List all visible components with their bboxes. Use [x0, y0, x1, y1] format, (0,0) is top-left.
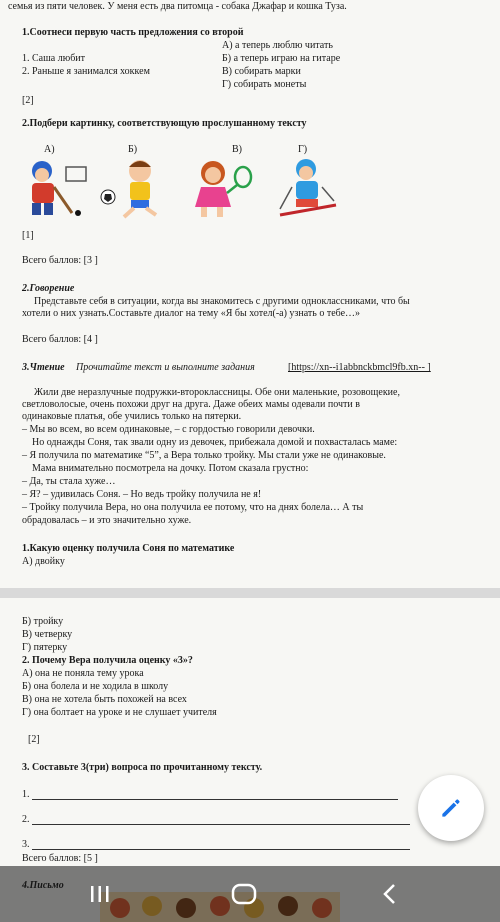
story-line-2: светловолосые, очень похожи друг на друга. Даже обеих мамы одевали почти в — [22, 399, 360, 410]
answer-line-3-label: 3. — [22, 839, 30, 850]
answer-line-2-label: 2. — [22, 814, 30, 825]
story-line-4: – Мы во всем, во всем одинаковые, – с гордостью говорили девочки. — [22, 424, 315, 435]
q1-option-g: Г) пятерку — [22, 642, 68, 653]
story-line-1: Жили две неразлучные подружки-второклассницы. Обе они маленькие, розовощекие, — [34, 387, 400, 398]
edit-fab-button[interactable] — [418, 775, 484, 841]
story-line-11: обрадовалась – и это значительно хуже. — [22, 515, 192, 526]
q2-score: [2] — [28, 734, 40, 745]
reading-question-2: 2. Почему Вера получила оценку «3»? — [22, 655, 193, 666]
intro-line: семья из пяти человек. У меня есть два питомца - собака Джафар и кошка Туза. — [8, 1, 347, 12]
reading-question-1: 1.Какую оценку получила Соня по математике — [22, 543, 235, 554]
football-player-picture — [98, 157, 168, 221]
task1-item-1: 1. Саша любит — [22, 53, 86, 64]
skier-picture — [272, 157, 342, 221]
answer-line-2[interactable] — [32, 824, 410, 825]
tennis-girl-picture — [185, 157, 255, 221]
answer-line-3[interactable] — [32, 849, 410, 850]
task1-option-g: Г) собирать монеты — [222, 79, 307, 90]
task2-label-g: Г) — [298, 144, 308, 155]
total-score-1: Всего баллов: [3 ] — [22, 255, 98, 266]
task1-option-a: А) а теперь люблю читать — [222, 40, 333, 51]
q2-option-g: Г) она болтает на уроке и не слушает учителя — [22, 707, 217, 718]
q1-option-b: Б) тройку — [22, 616, 64, 627]
reading-instruction: Прочитайте текст и выполните задания — [76, 362, 255, 373]
home-icon — [231, 883, 257, 905]
task2-title: 2.Подбери картинку, соответствующую прослушанному тексту — [22, 118, 307, 129]
task1-score: [2] — [22, 95, 34, 106]
pencil-icon — [438, 795, 464, 821]
answer-line-1[interactable] — [32, 799, 398, 800]
story-line-3: одинаковые платья, обе учились только на пятерки. — [22, 411, 242, 422]
total-score-2: Всего баллов: [5 ] — [22, 853, 98, 864]
hockey-player-picture — [20, 157, 90, 221]
back-icon — [382, 883, 398, 905]
reading-question-3: 3. Составьте 3(три) вопроса по прочитанному тексту. — [22, 762, 263, 773]
home-button[interactable] — [214, 866, 274, 922]
task2-label-v: В) — [232, 144, 242, 155]
story-line-8: – Да, ты стала хуже… — [22, 476, 116, 487]
task2-score: [1] — [22, 230, 34, 241]
answer-line-1-label: 1. — [22, 789, 30, 800]
task2-label-a: А) — [44, 144, 55, 155]
task1-option-b: Б) а теперь играю на гитаре — [222, 53, 341, 64]
recent-apps-button[interactable] — [70, 866, 130, 922]
task2-label-b: Б) — [128, 144, 138, 155]
recent-apps-icon — [89, 884, 111, 904]
story-line-10: – Тройку получила Вера, но она получила ее потому, что на днях болела… А ты — [22, 502, 364, 513]
navigation-bar — [0, 866, 500, 922]
speaking-text-line-2: хотели о них узнать.Составьте диалог на тему «Я бы хотел(-а) узнать о тебе…» — [22, 308, 361, 319]
speaking-text-line-1: Представьте себя в ситуации, когда вы знакомитесь с другими одноклассниками, что бы — [34, 296, 410, 307]
speaking-total: Всего баллов: [4 ] — [22, 334, 98, 345]
story-line-7: Мама внимательно посмотрела на дочку. Потом сказала грустно: — [32, 463, 309, 474]
story-line-9: – Я? – удивилась Соня. – Но ведь тройку получила не я! — [22, 489, 262, 500]
q2-option-v: В) она не хотела быть похожей на всех — [22, 694, 187, 705]
story-line-5: Но однажды Соня, так звали одну из девочек, прибежала домой и похвасталась маме: — [32, 437, 398, 448]
back-button[interactable] — [360, 866, 420, 922]
task1-title: 1.Соотнеси первую часть предложения со второй — [22, 27, 244, 38]
reading-q1-option-a: А) двойку — [22, 556, 65, 567]
q1-option-v: В) четверку — [22, 629, 73, 640]
story-line-6: – Я получила по математике “5”, а Вера только тройку. Мы стали уже не одинаковые. — [22, 450, 386, 461]
reading-link[interactable]: [https://xn--i1abbnckbmcl9fb.xn-- ] — [288, 362, 431, 373]
q2-option-a: А) она не поняла тему урока — [22, 668, 144, 679]
q2-option-b: Б) она болела и не ходила в школу — [22, 681, 169, 692]
reading-title: 3.Чтение — [22, 362, 65, 373]
task1-option-v: В) собирать марки — [222, 66, 301, 77]
task1-item-2: 2. Раньше я занимался хоккем — [22, 66, 150, 77]
speaking-title: 2.Говорение — [22, 283, 75, 294]
